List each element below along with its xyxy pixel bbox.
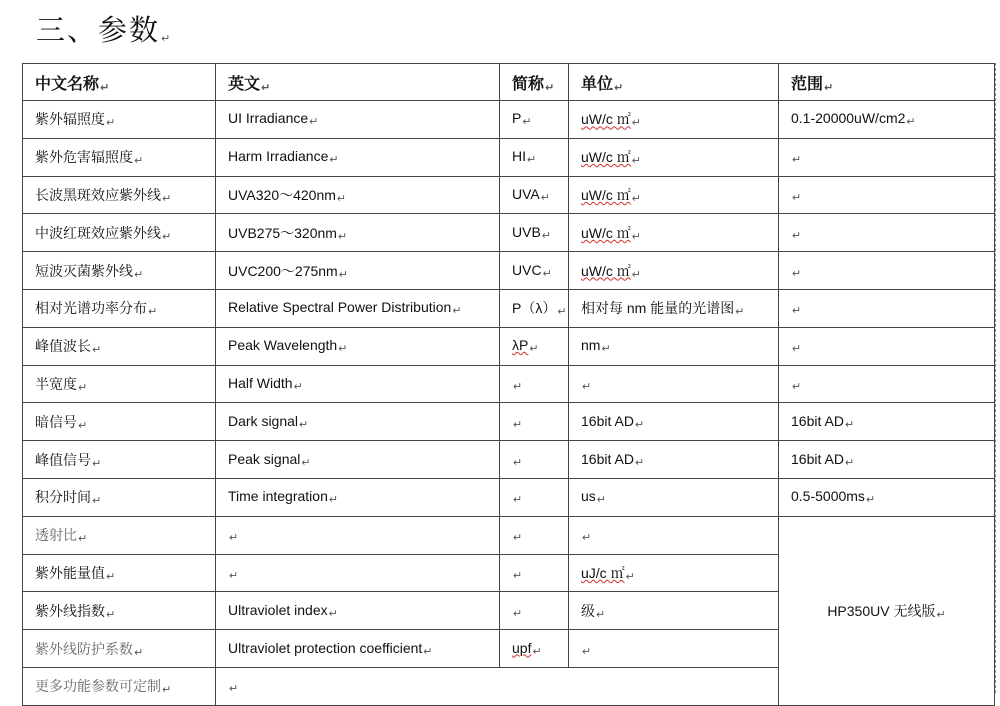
abbreviation-cell-text: P <box>512 110 522 127</box>
paragraph-mark: ↵ <box>229 569 239 582</box>
english-cell-text: UVC200～275nm <box>228 262 338 279</box>
unit-cell <box>569 516 779 554</box>
paragraph-mark: ↵ <box>792 343 802 356</box>
abbreviation-cell <box>500 138 569 176</box>
paragraph-mark: ↵ <box>338 268 348 281</box>
unit-cell <box>569 289 779 327</box>
paragraph-mark: ↵ <box>625 570 635 583</box>
parameter-table <box>22 63 995 706</box>
range-cell <box>779 327 995 365</box>
paragraph-mark: ↵ <box>309 116 319 129</box>
abbreviation-cell <box>500 176 569 214</box>
paragraph-mark: ↵ <box>936 608 946 621</box>
paragraph-mark: ↵ <box>582 380 592 393</box>
unit-cell-text: 16bit AD <box>581 450 634 467</box>
paragraph-mark: ↵ <box>106 116 116 130</box>
cn-name-cell <box>23 327 216 365</box>
paragraph-mark: ↵ <box>792 305 802 318</box>
cn-name-cell <box>23 441 216 479</box>
range-cell-text: 0.5-5000ms <box>791 488 865 505</box>
unit-cell <box>569 478 779 516</box>
header-english: 英文↵ <box>216 64 500 101</box>
range-cell-text: 16bit AD <box>791 412 844 429</box>
paragraph-mark: ↵ <box>299 418 309 431</box>
english-cell-text: UVA320～420nm <box>228 186 336 203</box>
paragraph-mark: ↵ <box>792 154 802 167</box>
english-cell <box>216 138 500 176</box>
paragraph-mark: ↵ <box>542 267 552 280</box>
english-cell-text: Peak signal <box>228 450 301 467</box>
cn-name-cell <box>23 176 216 214</box>
cn-name-cell-text: 透射比 <box>35 528 77 545</box>
paragraph-mark: ↵ <box>329 154 339 167</box>
merged-range-cell-text: HP350UV 无线版 <box>827 602 936 619</box>
range-cell <box>779 441 995 479</box>
unit-cell-text: nm <box>581 337 601 354</box>
page-edge-marker <box>995 63 1000 693</box>
cn-name-cell-text: 紫外能量值 <box>35 565 105 582</box>
english-cell-text: UVB275～320nm <box>228 224 337 241</box>
abbreviation-cell-text: λP <box>512 337 529 354</box>
english-cell-text: Relative Spectral Power Distribution <box>228 299 452 316</box>
paragraph-mark: ↵ <box>328 607 338 620</box>
cn-name-cell-text: 暗信号 <box>35 414 77 431</box>
cn-name-cell <box>23 289 216 327</box>
table-row <box>23 327 995 365</box>
range-cell <box>779 365 995 403</box>
unit-cell <box>569 630 779 668</box>
header-abbreviation: 简称↵ <box>500 64 569 101</box>
unit-cell <box>569 365 779 403</box>
paragraph-mark: ↵ <box>631 155 641 168</box>
cn-name-cell-text: 积分时间 <box>35 490 91 507</box>
unit-cell <box>569 441 779 479</box>
cn-name-cell-text: 半宽度 <box>35 376 77 393</box>
table-row <box>23 478 995 516</box>
unit-cell <box>569 252 779 290</box>
abbreviation-cell <box>500 101 569 139</box>
cn-name-cell-text: 峰值波长 <box>35 339 91 356</box>
paragraph-mark: ↵ <box>229 532 239 545</box>
abbreviation-cell <box>500 441 569 479</box>
paragraph-mark: ↵ <box>540 191 550 204</box>
paragraph-mark: ↵ <box>92 343 102 357</box>
english-cell <box>216 365 500 403</box>
paragraph-mark: ↵ <box>631 230 641 243</box>
unit-cell-text: 级 <box>581 602 595 619</box>
abbreviation-cell-text: UVA <box>512 185 540 202</box>
paragraph-mark: ↵ <box>78 418 88 432</box>
english-cell-text: Time integration <box>228 488 328 505</box>
abbreviation-cell-text: HI <box>512 148 526 165</box>
abbreviation-cell <box>500 365 569 403</box>
paragraph-mark: ↵ <box>106 569 116 583</box>
paragraph-mark: ↵ <box>134 154 144 168</box>
paragraph-mark: ↵ <box>337 230 348 243</box>
table-row <box>23 252 995 290</box>
paragraph-mark: ↵ <box>148 305 158 319</box>
paragraph-mark: ↵ <box>792 191 802 204</box>
paragraph-mark: ↵ <box>631 268 641 281</box>
table-row <box>23 365 995 403</box>
english-cell <box>216 554 500 592</box>
paragraph-mark: ↵ <box>906 116 916 129</box>
table-header-row <box>23 64 995 101</box>
paragraph-mark: ↵ <box>336 192 347 205</box>
header-range: 范围↵ <box>779 64 995 101</box>
paragraph-mark: ↵ <box>792 380 802 393</box>
paragraph-mark: ↵ <box>527 154 537 167</box>
paragraph-mark: ↵ <box>513 418 523 431</box>
range-cell <box>779 478 995 516</box>
abbreviation-cell <box>500 516 569 554</box>
english-cell <box>216 441 500 479</box>
cn-name-cell-text: 长波黑斑效应紫外线 <box>35 187 161 204</box>
cn-name-cell <box>23 252 216 290</box>
unit-cell-text: 16bit AD <box>581 412 634 429</box>
cn-name-cell-text: 更多功能参数可定制 <box>35 679 161 696</box>
abbreviation-cell <box>500 478 569 516</box>
cn-name-cell-text: 紫外线指数 <box>35 603 105 620</box>
range-cell-text: 16bit AD <box>791 450 844 467</box>
english-cell <box>216 592 500 630</box>
cn-name-cell-text: 紫外辐照度 <box>35 112 105 129</box>
merged-range-cell <box>779 516 995 705</box>
cn-name-cell <box>23 214 216 252</box>
cn-name-cell <box>23 478 216 516</box>
paragraph-mark: ↵ <box>452 305 462 318</box>
paragraph-mark: ↵ <box>529 343 539 356</box>
unit-cell-text: 相对每 nm 能量的光谱图 <box>581 300 735 317</box>
unit-cell <box>569 592 779 630</box>
header-unit: 单位↵ <box>569 64 779 101</box>
abbreviation-cell <box>500 554 569 592</box>
paragraph-mark: ↵ <box>792 229 802 242</box>
english-cell <box>216 289 500 327</box>
paragraph-mark: ↵ <box>596 494 607 507</box>
cn-name-cell <box>23 592 216 630</box>
paragraph-mark: ↵ <box>229 683 239 696</box>
abbreviation-cell <box>500 592 569 630</box>
unit-cell-text: uJ/c ㎡ <box>581 564 625 581</box>
unit-cell <box>569 138 779 176</box>
paragraph-mark: ↵ <box>792 267 802 280</box>
paragraph-mark: ↵ <box>338 343 348 356</box>
english-cell-text: Harm Irradiance <box>228 148 329 165</box>
english-cell-text: Ultraviolet index <box>228 601 328 618</box>
cn-name-cell <box>23 365 216 403</box>
paragraph-mark: ↵ <box>134 267 144 281</box>
unit-cell <box>569 101 779 139</box>
abbreviation-cell-text: UVB <box>512 223 541 240</box>
english-cell <box>216 252 500 290</box>
english-cell <box>216 403 500 441</box>
paragraph-mark: ↵ <box>513 607 523 620</box>
unit-cell <box>569 403 779 441</box>
range-cell <box>779 138 995 176</box>
paragraph-mark: ↵ <box>328 494 339 507</box>
paragraph-mark: ↵ <box>522 116 532 129</box>
paragraph-mark: ↵ <box>78 380 88 394</box>
paragraph-mark: ↵ <box>582 645 592 658</box>
cn-name-cell-text: 相对光谱功率分布 <box>35 301 147 318</box>
unit-cell-text: uW/c ㎡ <box>581 224 631 241</box>
unit-cell <box>569 554 779 592</box>
english-cell <box>216 327 500 365</box>
abbreviation-cell-text: upf <box>512 639 532 656</box>
paragraph-mark: ↵ <box>865 494 876 507</box>
paragraph-mark: ↵ <box>532 645 542 658</box>
paragraph-mark: ↵ <box>106 607 116 621</box>
cn-name-cell <box>23 554 216 592</box>
paragraph-mark: ↵ <box>557 306 567 319</box>
paragraph-mark: ↵ <box>844 456 855 469</box>
paragraph-mark: ↵ <box>631 117 641 130</box>
range-cell <box>779 289 995 327</box>
table-row <box>23 403 995 441</box>
english-cell-text: Half Width <box>228 374 293 391</box>
english-cell <box>216 630 500 668</box>
paragraph-mark: ↵ <box>735 306 745 319</box>
english-cell <box>216 101 500 139</box>
paragraph-mark: ↵ <box>134 645 144 659</box>
english-cell <box>216 516 500 554</box>
unit-cell-text: uW/c ㎡ <box>581 111 631 128</box>
range-cell <box>779 101 995 139</box>
table-row <box>23 176 995 214</box>
english-cell <box>216 667 779 705</box>
cn-name-cell <box>23 101 216 139</box>
english-cell-text: Peak Wavelength <box>228 337 338 354</box>
cn-name-cell <box>23 138 216 176</box>
abbreviation-cell <box>500 289 569 327</box>
paragraph-mark: ↵ <box>162 191 172 205</box>
range-cell-text: 0.1-20000uW/cm2 <box>791 110 906 127</box>
abbreviation-cell-text: P（λ） <box>512 300 557 317</box>
unit-cell <box>569 214 779 252</box>
paragraph-mark: ↵ <box>513 380 523 393</box>
paragraph-mark: ↵ <box>513 494 523 507</box>
paragraph-mark: ↵ <box>92 494 102 508</box>
paragraph-mark: ↵ <box>162 229 172 243</box>
unit-cell-text: uW/c ㎡ <box>581 186 631 203</box>
table-row <box>23 138 995 176</box>
range-cell <box>779 214 995 252</box>
paragraph-mark: ↵ <box>301 456 311 469</box>
paragraph-mark: ↵ <box>634 418 645 431</box>
paragraph-mark: ↵ <box>634 456 645 469</box>
table-row <box>23 214 995 252</box>
paragraph-mark: ↵ <box>844 418 855 431</box>
abbreviation-cell <box>500 403 569 441</box>
english-cell-text: Ultraviolet protection coefficient <box>228 639 423 656</box>
paragraph-mark: ↵ <box>423 645 433 658</box>
paragraph-mark: ↵ <box>596 608 606 621</box>
unit-cell <box>569 327 779 365</box>
english-cell-text: Dark signal <box>228 412 299 429</box>
abbreviation-cell <box>500 252 569 290</box>
paragraph-mark: ↵ <box>78 532 88 546</box>
paragraph-mark: ↵ <box>631 192 641 205</box>
paragraph-mark: ↵ <box>162 683 172 697</box>
range-cell <box>779 252 995 290</box>
cn-name-cell-text: 峰值信号 <box>35 452 91 469</box>
range-cell <box>779 403 995 441</box>
paragraph-mark: ↵ <box>541 229 552 242</box>
paragraph-mark: ↵ <box>601 343 611 356</box>
abbreviation-cell <box>500 630 569 668</box>
abbreviation-cell-text: UVC <box>512 261 542 278</box>
unit-cell-text: uW/c ㎡ <box>581 149 631 166</box>
table-row <box>23 441 995 479</box>
paragraph-mark: ↵ <box>92 456 102 470</box>
cn-name-cell <box>23 516 216 554</box>
paragraph-mark: ↵ <box>582 532 592 545</box>
paragraph-mark: ↵ <box>513 569 523 582</box>
abbreviation-cell <box>500 327 569 365</box>
header-cn-name: 中文名称↵ <box>23 64 216 101</box>
english-cell-text: UI Irradiance <box>228 110 309 127</box>
cn-name-cell-text: 紫外危害辐照度 <box>35 150 133 167</box>
range-cell <box>779 176 995 214</box>
cn-name-cell <box>23 630 216 668</box>
cn-name-cell-text: 紫外线防护系数 <box>35 641 133 658</box>
english-cell <box>216 214 500 252</box>
unit-cell-text: us <box>581 488 596 505</box>
cn-name-cell-text: 中波红斑效应紫外线 <box>35 225 161 242</box>
table-row <box>23 101 995 139</box>
table-row <box>23 516 995 554</box>
english-cell <box>216 478 500 516</box>
cn-name-cell <box>23 667 216 705</box>
cn-name-cell <box>23 403 216 441</box>
paragraph-mark: ↵ <box>293 380 303 393</box>
section-heading: 三、参数↵ <box>36 13 173 47</box>
english-cell <box>216 176 500 214</box>
unit-cell <box>569 176 779 214</box>
paragraph-mark: ↵ <box>513 456 523 469</box>
paragraph-mark: ↵ <box>513 532 523 545</box>
cn-name-cell-text: 短波灭菌紫外线 <box>35 263 133 280</box>
unit-cell-text: uW/c ㎡ <box>581 262 631 279</box>
abbreviation-cell <box>500 214 569 252</box>
table-row <box>23 289 995 327</box>
